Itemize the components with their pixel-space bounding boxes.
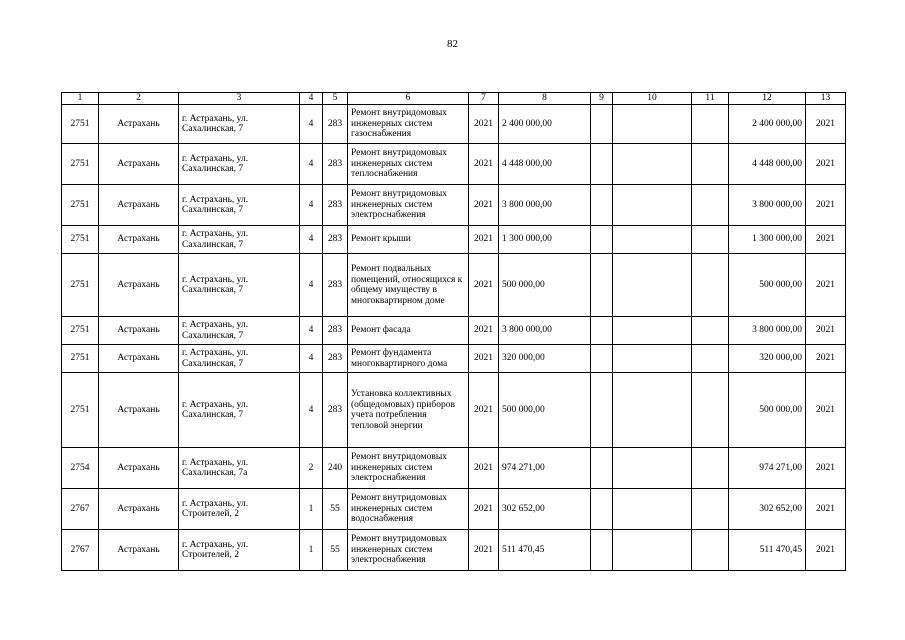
col-header-1: 1 xyxy=(62,93,99,105)
header-row xyxy=(62,93,846,105)
cell-municipality: Астрахань xyxy=(99,254,179,317)
cell-object-id: 2767 xyxy=(62,489,99,530)
cell-col-9 xyxy=(591,448,613,489)
cell-col-12: 500 000,00 xyxy=(729,373,806,448)
cell-col-10 xyxy=(613,530,692,571)
cell-municipality: Астрахань xyxy=(99,530,179,571)
cell-address: г. Астрахань, ул. Сахалинская, 7а xyxy=(179,448,300,489)
cell-col-4: 4 xyxy=(300,373,323,448)
table-row xyxy=(62,254,846,317)
cell-col-10 xyxy=(613,317,692,345)
cell-col-12: 511 470,45 xyxy=(729,530,806,571)
cell-municipality: Астрахань xyxy=(99,226,179,254)
cell-year: 2021 xyxy=(469,448,499,489)
cell-col-11 xyxy=(692,373,729,448)
cell-col-10 xyxy=(613,373,692,448)
cell-total-cost: 1 300 000,00 xyxy=(499,226,591,254)
cell-object-id: 2751 xyxy=(62,254,99,317)
cell-col-5: 283 xyxy=(323,226,348,254)
col-header-4: 4 xyxy=(300,93,323,105)
cell-total-cost: 500 000,00 xyxy=(499,254,591,317)
cell-col-10 xyxy=(613,185,692,226)
cell-work-type: Ремонт внутридомовых инженерных систем электроснабжения xyxy=(348,185,469,226)
cell-address: г. Астрахань, ул. Сахалинская, 7 xyxy=(179,345,300,373)
table-row xyxy=(62,373,846,448)
cell-municipality: Астрахань xyxy=(99,185,179,226)
cell-total-cost: 2 400 000,00 xyxy=(499,105,591,144)
table-row xyxy=(62,185,846,226)
cell-col-9 xyxy=(591,345,613,373)
cell-col-4: 1 xyxy=(300,530,323,571)
cell-col-10 xyxy=(613,144,692,185)
col-header-12: 12 xyxy=(729,93,806,105)
cell-work-type: Ремонт внутридомовых инженерных систем теплоснабжения xyxy=(348,144,469,185)
cell-municipality: Астрахань xyxy=(99,144,179,185)
cell-year: 2021 xyxy=(469,185,499,226)
cell-col-4: 4 xyxy=(300,144,323,185)
cell-col-12: 3 800 000,00 xyxy=(729,317,806,345)
col-header-13: 13 xyxy=(806,93,846,105)
cell-col-4: 4 xyxy=(300,254,323,317)
cell-col-11 xyxy=(692,254,729,317)
cell-col-9 xyxy=(591,105,613,144)
cell-object-id: 2751 xyxy=(62,105,99,144)
col-header-10: 10 xyxy=(613,93,692,105)
cell-col-12: 320 000,00 xyxy=(729,345,806,373)
cell-col-9 xyxy=(591,317,613,345)
table-row xyxy=(62,489,846,530)
col-header-9: 9 xyxy=(591,93,613,105)
cell-total-cost: 320 000,00 xyxy=(499,345,591,373)
cell-col-4: 4 xyxy=(300,105,323,144)
cell-object-id: 2751 xyxy=(62,226,99,254)
cell-col-11 xyxy=(692,185,729,226)
table-row xyxy=(62,144,846,185)
cell-completion-year: 2021 xyxy=(806,144,846,185)
cell-col-10 xyxy=(613,226,692,254)
cell-year: 2021 xyxy=(469,345,499,373)
cell-col-5: 283 xyxy=(323,345,348,373)
cell-col-5: 283 xyxy=(323,185,348,226)
cell-col-9 xyxy=(591,373,613,448)
cell-col-4: 4 xyxy=(300,226,323,254)
cell-col-4: 4 xyxy=(300,317,323,345)
cell-object-id: 2767 xyxy=(62,530,99,571)
cell-col-5: 55 xyxy=(323,530,348,571)
cell-col-12: 3 800 000,00 xyxy=(729,185,806,226)
cell-year: 2021 xyxy=(469,373,499,448)
cell-completion-year: 2021 xyxy=(806,489,846,530)
col-header-7: 7 xyxy=(469,93,499,105)
cell-col-5: 240 xyxy=(323,448,348,489)
cell-col-11 xyxy=(692,489,729,530)
cell-completion-year: 2021 xyxy=(806,254,846,317)
cell-col-4: 1 xyxy=(300,489,323,530)
cell-col-9 xyxy=(591,530,613,571)
table-row xyxy=(62,105,846,144)
cell-year: 2021 xyxy=(469,105,499,144)
cell-completion-year: 2021 xyxy=(806,185,846,226)
cell-col-9 xyxy=(591,226,613,254)
cell-col-10 xyxy=(613,105,692,144)
cell-work-type: Ремонт крыши xyxy=(348,226,469,254)
cell-year: 2021 xyxy=(469,254,499,317)
cell-work-type: Ремонт внутридомовых инженерных систем электроснабжения xyxy=(348,448,469,489)
cell-col-5: 283 xyxy=(323,317,348,345)
cell-col-12: 500 000,00 xyxy=(729,254,806,317)
cell-address: г. Астрахань, ул. Сахалинская, 7 xyxy=(179,317,300,345)
cell-total-cost: 500 000,00 xyxy=(499,373,591,448)
cell-year: 2021 xyxy=(469,317,499,345)
cell-col-5: 55 xyxy=(323,489,348,530)
cell-address: г. Астрахань, ул. Сахалинская, 7 xyxy=(179,144,300,185)
cell-col-11 xyxy=(692,345,729,373)
cell-col-11 xyxy=(692,105,729,144)
cell-col-9 xyxy=(591,144,613,185)
cell-object-id: 2751 xyxy=(62,185,99,226)
page-number: 82 xyxy=(447,38,458,50)
cell-work-type: Ремонт фундамента многоквартирного дома xyxy=(348,345,469,373)
table-row xyxy=(62,317,846,345)
cell-col-5: 283 xyxy=(323,105,348,144)
cell-address: г. Астрахань, ул. Сахалинская, 7 xyxy=(179,185,300,226)
cell-col-4: 4 xyxy=(300,185,323,226)
cell-municipality: Астрахань xyxy=(99,373,179,448)
table-row xyxy=(62,448,846,489)
cell-completion-year: 2021 xyxy=(806,448,846,489)
cell-total-cost: 3 800 000,00 xyxy=(499,317,591,345)
table-row xyxy=(62,345,846,373)
cell-col-10 xyxy=(613,345,692,373)
cell-year: 2021 xyxy=(469,489,499,530)
cell-year: 2021 xyxy=(469,530,499,571)
cell-col-10 xyxy=(613,448,692,489)
cell-object-id: 2751 xyxy=(62,373,99,448)
cell-col-11 xyxy=(692,226,729,254)
cell-address: г. Астрахань, ул. Строителей, 2 xyxy=(179,489,300,530)
cell-col-4: 4 xyxy=(300,345,323,373)
cell-col-5: 283 xyxy=(323,254,348,317)
cell-object-id: 2751 xyxy=(62,144,99,185)
cell-completion-year: 2021 xyxy=(806,345,846,373)
col-header-11: 11 xyxy=(692,93,729,105)
cell-total-cost: 3 800 000,00 xyxy=(499,185,591,226)
cell-total-cost: 974 271,00 xyxy=(499,448,591,489)
cell-object-id: 2751 xyxy=(62,345,99,373)
cell-total-cost: 302 652,00 xyxy=(499,489,591,530)
cell-col-12: 974 271,00 xyxy=(729,448,806,489)
cell-address: г. Астрахань, ул. Сахалинская, 7 xyxy=(179,254,300,317)
cell-municipality: Астрахань xyxy=(99,448,179,489)
cell-col-12: 4 448 000,00 xyxy=(729,144,806,185)
cell-work-type: Ремонт внутридомовых инженерных систем электроснабжения xyxy=(348,530,469,571)
cell-work-type: Установка коллективных (общедомовых) приборов учета потребления тепловой энергии xyxy=(348,373,469,448)
cell-col-11 xyxy=(692,317,729,345)
cell-completion-year: 2021 xyxy=(806,373,846,448)
cell-completion-year: 2021 xyxy=(806,105,846,144)
col-header-8: 8 xyxy=(499,93,591,105)
cell-col-11 xyxy=(692,144,729,185)
col-header-5: 5 xyxy=(323,93,348,105)
cell-object-id: 2754 xyxy=(62,448,99,489)
cell-work-type: Ремонт внутридомовых инженерных систем водоснабжения xyxy=(348,489,469,530)
cell-col-11 xyxy=(692,448,729,489)
cell-col-12: 1 300 000,00 xyxy=(729,226,806,254)
cell-municipality: Астрахань xyxy=(99,105,179,144)
cell-address: г. Астрахань, ул. Сахалинская, 7 xyxy=(179,226,300,254)
cell-total-cost: 4 448 000,00 xyxy=(499,144,591,185)
col-header-2: 2 xyxy=(99,93,179,105)
table-row xyxy=(62,530,846,571)
table-row xyxy=(62,226,846,254)
cell-col-9 xyxy=(591,489,613,530)
cell-col-4: 2 xyxy=(300,448,323,489)
col-header-3: 3 xyxy=(179,93,300,105)
cell-col-9 xyxy=(591,254,613,317)
table-body xyxy=(62,105,846,571)
cell-completion-year: 2021 xyxy=(806,530,846,571)
cell-work-type: Ремонт внутридомовых инженерных систем газоснабжения xyxy=(348,105,469,144)
cell-total-cost: 511 470,45 xyxy=(499,530,591,571)
cell-work-type: Ремонт фасада xyxy=(348,317,469,345)
col-header-6: 6 xyxy=(348,93,469,105)
cell-object-id: 2751 xyxy=(62,317,99,345)
cell-municipality: Астрахань xyxy=(99,345,179,373)
cell-year: 2021 xyxy=(469,144,499,185)
cell-col-9 xyxy=(591,185,613,226)
cell-municipality: Астрахань xyxy=(99,489,179,530)
capital-repair-table xyxy=(61,92,846,571)
cell-col-10 xyxy=(613,254,692,317)
cell-address: г. Астрахань, ул. Сахалинская, 7 xyxy=(179,105,300,144)
cell-work-type: Ремонт подвальных помещений, относящихся к общему имуществу в многоквартирном доме xyxy=(348,254,469,317)
cell-address: г. Астрахань, ул. Сахалинская, 7 xyxy=(179,373,300,448)
cell-address: г. Астрахань, ул. Строителей, 2 xyxy=(179,530,300,571)
cell-year: 2021 xyxy=(469,226,499,254)
cell-completion-year: 2021 xyxy=(806,317,846,345)
cell-col-11 xyxy=(692,530,729,571)
cell-municipality: Астрахань xyxy=(99,317,179,345)
cell-col-12: 302 652,00 xyxy=(729,489,806,530)
cell-col-5: 283 xyxy=(323,373,348,448)
cell-completion-year: 2021 xyxy=(806,226,846,254)
cell-col-10 xyxy=(613,489,692,530)
cell-col-12: 2 400 000,00 xyxy=(729,105,806,144)
cell-col-5: 283 xyxy=(323,144,348,185)
